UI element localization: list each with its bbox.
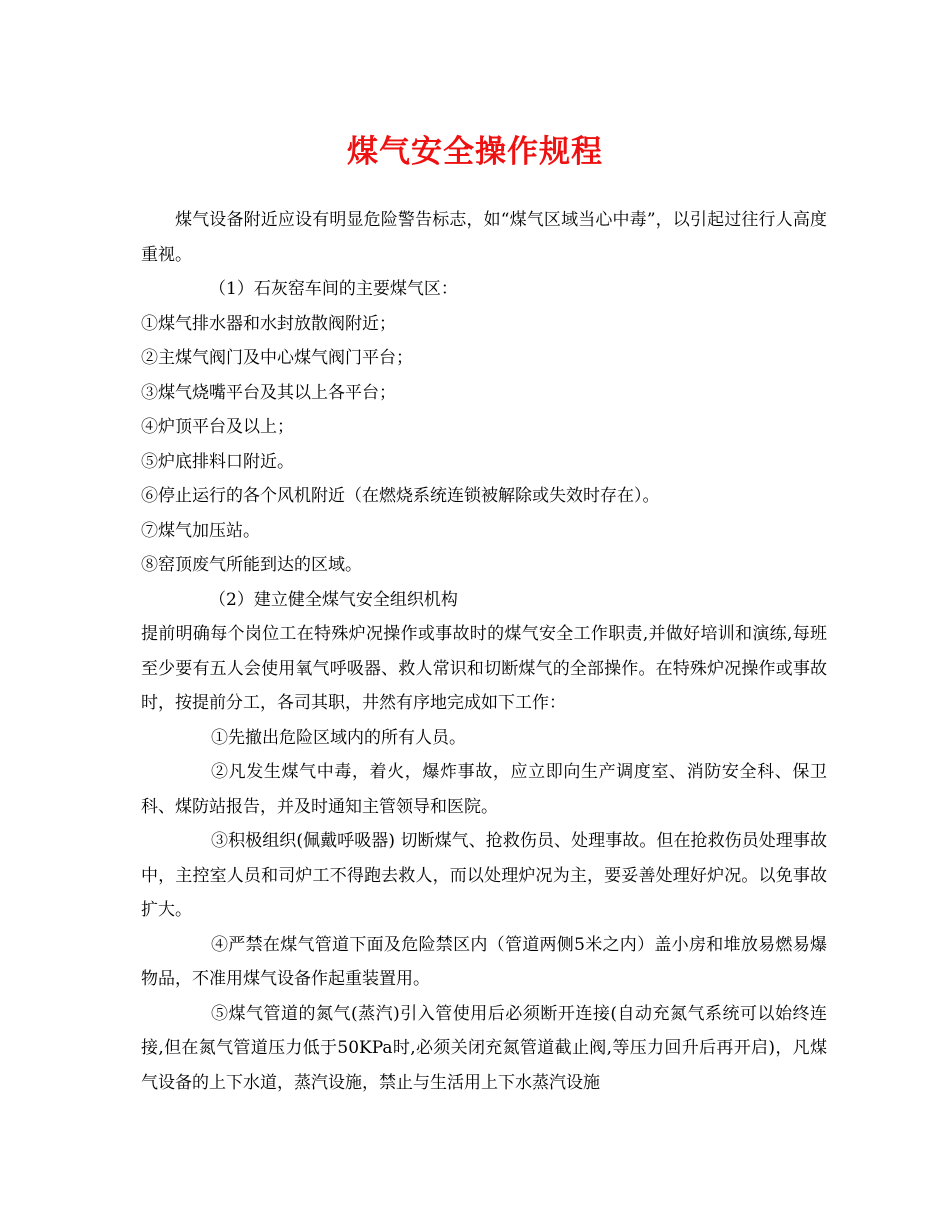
page-title: 煤气安全操作规程 <box>347 134 603 170</box>
list-item: ①先撤出危险区域内的所有人员。 <box>211 727 466 748</box>
intro-paragraph: 煤气设备附近应设有明显危险警告标志，如“煤气区域当心中毒”，以引起过往行人高度重视。 <box>141 210 827 265</box>
list-item: ②主煤气阀门及中心煤气阀门平台； <box>141 348 413 368</box>
list-item: ③积极组织(佩戴呼吸器) 切断煤气、抢救伤员、处理事故。但在抢救伤员处理事故中，主控室人员和司炉工不得跑去救人，而以处理炉况为主，要妥善处理好炉况。以免事故扩大。 <box>141 831 827 920</box>
list-item: ⑧窑顶废气所能到达的区域。 <box>141 555 362 575</box>
list-item: ③煤气烧嘴平台及其以上各平台； <box>141 382 396 403</box>
document-body <box>141 203 827 1100</box>
list-item: ⑤煤气管道的氮气(蒸汽)引入管使用后必须断开连接(自动充氮气系统可以始终连接,但在氮气管道压力低于50KPa时,必须关闭充氮管道截止阀,等压力回升后再开启)，凡煤气设备的上下水道，蒸汽设施，禁止与生活用上下水蒸汽设施 <box>141 1003 827 1093</box>
list-item: ②凡发生煤气中毒，着火，爆炸事故，应立即向生产调度室、消防安全科、保卫科、煤防站报告，并及时通知主管领导和医院。 <box>141 762 827 817</box>
section-2-body: 提前明确每个岗位工在特殊炉况操作或事故时的煤气安全工作职责,并做好培训和演练,每班至少要有五人会使用氧气呼吸器、救人常识和切断煤气的全部操作。在特殊炉况操作或事故时，按提前分工，各司其职，井然有序地完成如下工作： <box>141 624 827 713</box>
list-item: ⑥停止运行的各个风机附近（在燃烧系统连锁被解除或失效时存在）。 <box>141 486 660 506</box>
section-2-heading: （2）建立健全煤气安全组织机构 <box>209 589 458 610</box>
list-item: ⑤炉底排料口附近。 <box>141 451 294 472</box>
list-item: ④炉顶平台及以上； <box>141 417 294 437</box>
section-1-heading: （1）石灰窑车间的主要煤气区： <box>209 279 458 299</box>
list-item: ④严禁在煤气管道下面及危险禁区内（管道两侧5米之内）盖小房和堆放易燃易爆物品，不准用煤气设备作起重装置用。 <box>141 934 827 989</box>
list-item: ①煤气排水器和水封放散阀附近； <box>141 313 396 334</box>
list-item: ⑦煤气加压站。 <box>141 520 260 541</box>
